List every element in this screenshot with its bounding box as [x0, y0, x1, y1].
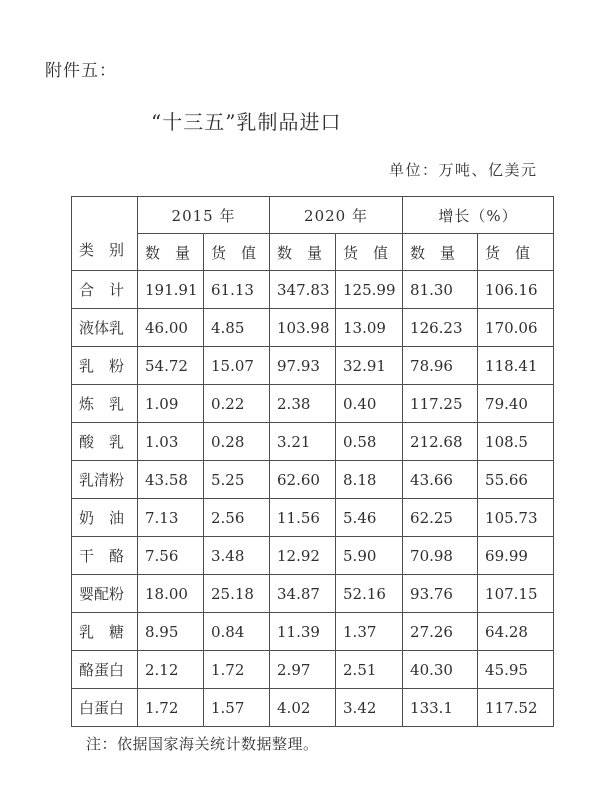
data-cell: 170.06	[478, 309, 554, 347]
data-cell: 81.30	[403, 271, 478, 309]
column-group-2020: 2020 年	[270, 197, 403, 234]
column-header-value-2020: 货 值	[336, 234, 403, 271]
data-cell: 126.23	[403, 309, 478, 347]
data-cell: 0.28	[204, 423, 270, 461]
table-row	[72, 347, 554, 385]
data-cell: 212.68	[403, 423, 478, 461]
data-cell: 3.21	[270, 423, 336, 461]
data-cell: 2.97	[270, 651, 336, 689]
data-cell: 61.13	[204, 271, 270, 309]
data-cell: 118.41	[478, 347, 554, 385]
data-cell: 97.93	[270, 347, 336, 385]
category-cell: 酪蛋白	[72, 651, 138, 689]
column-header-quantity-2020: 数 量	[270, 234, 336, 271]
table-row	[72, 499, 554, 537]
category-cell: 液体乳	[72, 309, 138, 347]
data-cell: 40.30	[403, 651, 478, 689]
data-cell: 1.37	[336, 613, 403, 651]
data-cell: 18.00	[138, 575, 204, 613]
data-cell: 46.00	[138, 309, 204, 347]
column-group-2015: 2015 年	[138, 197, 270, 234]
category-cell: 合 计	[72, 271, 138, 309]
data-cell: 7.56	[138, 537, 204, 575]
data-cell: 8.95	[138, 613, 204, 651]
data-cell: 5.25	[204, 461, 270, 499]
data-cell: 108.5	[478, 423, 554, 461]
data-cell: 0.58	[336, 423, 403, 461]
table-header-row-measures	[72, 234, 554, 271]
data-cell: 78.96	[403, 347, 478, 385]
data-cell: 107.15	[478, 575, 554, 613]
data-cell: 13.09	[336, 309, 403, 347]
data-cell: 43.66	[403, 461, 478, 499]
table-row	[72, 271, 554, 309]
category-cell: 白蛋白	[72, 689, 138, 727]
data-cell: 4.85	[204, 309, 270, 347]
data-cell: 11.39	[270, 613, 336, 651]
data-cell: 0.84	[204, 613, 270, 651]
table-row	[72, 689, 554, 727]
table-row	[72, 537, 554, 575]
data-cell: 347.83	[270, 271, 336, 309]
data-cell: 5.90	[336, 537, 403, 575]
column-group-growth: 增长（%）	[403, 197, 554, 234]
data-cell: 55.66	[478, 461, 554, 499]
column-header-category: 类 别	[72, 197, 138, 271]
data-cell: 117.25	[403, 385, 478, 423]
data-cell: 62.60	[270, 461, 336, 499]
footnote: 注：依据国家海关统计数据整理。	[86, 735, 319, 753]
data-cell: 52.16	[336, 575, 403, 613]
imports-table	[71, 196, 554, 727]
category-cell: 炼 乳	[72, 385, 138, 423]
data-cell: 11.56	[270, 499, 336, 537]
data-cell: 12.92	[270, 537, 336, 575]
category-cell: 乳清粉	[72, 461, 138, 499]
data-cell: 105.73	[478, 499, 554, 537]
category-cell: 奶 油	[72, 499, 138, 537]
data-cell: 1.09	[138, 385, 204, 423]
data-cell: 8.18	[336, 461, 403, 499]
data-cell: 2.38	[270, 385, 336, 423]
data-cell: 5.46	[336, 499, 403, 537]
data-cell: 69.99	[478, 537, 554, 575]
data-cell: 117.52	[478, 689, 554, 727]
table-row	[72, 423, 554, 461]
data-cell: 191.91	[138, 271, 204, 309]
table-row	[72, 309, 554, 347]
data-cell: 3.42	[336, 689, 403, 727]
data-cell: 3.48	[204, 537, 270, 575]
attachment-label: 附件五：	[45, 61, 117, 81]
table-row	[72, 461, 554, 499]
category-cell: 婴配粉	[72, 575, 138, 613]
data-cell: 27.26	[403, 613, 478, 651]
data-cell: 1.72	[204, 651, 270, 689]
data-cell: 125.99	[336, 271, 403, 309]
data-cell: 2.51	[336, 651, 403, 689]
data-cell: 15.07	[204, 347, 270, 385]
column-header-value-growth: 货 值	[478, 234, 554, 271]
data-cell: 32.91	[336, 347, 403, 385]
data-cell: 79.40	[478, 385, 554, 423]
data-cell: 133.1	[403, 689, 478, 727]
data-cell: 43.58	[138, 461, 204, 499]
data-cell: 62.25	[403, 499, 478, 537]
data-cell: 34.87	[270, 575, 336, 613]
page-title: “十三五”乳制品进口	[151, 110, 342, 134]
data-cell: 2.56	[204, 499, 270, 537]
data-cell: 1.57	[204, 689, 270, 727]
data-cell: 7.13	[138, 499, 204, 537]
data-cell: 1.72	[138, 689, 204, 727]
data-cell: 0.22	[204, 385, 270, 423]
data-cell: 4.02	[270, 689, 336, 727]
data-cell: 2.12	[138, 651, 204, 689]
data-cell: 25.18	[204, 575, 270, 613]
data-cell: 93.76	[403, 575, 478, 613]
data-cell: 70.98	[403, 537, 478, 575]
data-cell: 64.28	[478, 613, 554, 651]
data-cell: 103.98	[270, 309, 336, 347]
column-header-quantity-2015: 数 量	[138, 234, 204, 271]
table-row	[72, 385, 554, 423]
table-row	[72, 651, 554, 689]
table-row	[72, 575, 554, 613]
column-header-quantity-growth: 数 量	[403, 234, 478, 271]
category-cell: 乳 糖	[72, 613, 138, 651]
data-cell: 106.16	[478, 271, 554, 309]
data-cell: 54.72	[138, 347, 204, 385]
unit-note: 单位：万吨、亿美元	[389, 161, 538, 179]
column-header-value-2015: 货 值	[204, 234, 270, 271]
data-cell: 45.95	[478, 651, 554, 689]
category-cell: 酸 乳	[72, 423, 138, 461]
data-cell: 0.40	[336, 385, 403, 423]
table-header-row-groups	[72, 197, 554, 234]
category-cell: 干 酪	[72, 537, 138, 575]
category-cell: 乳 粉	[72, 347, 138, 385]
data-cell: 1.03	[138, 423, 204, 461]
table-row	[72, 613, 554, 651]
